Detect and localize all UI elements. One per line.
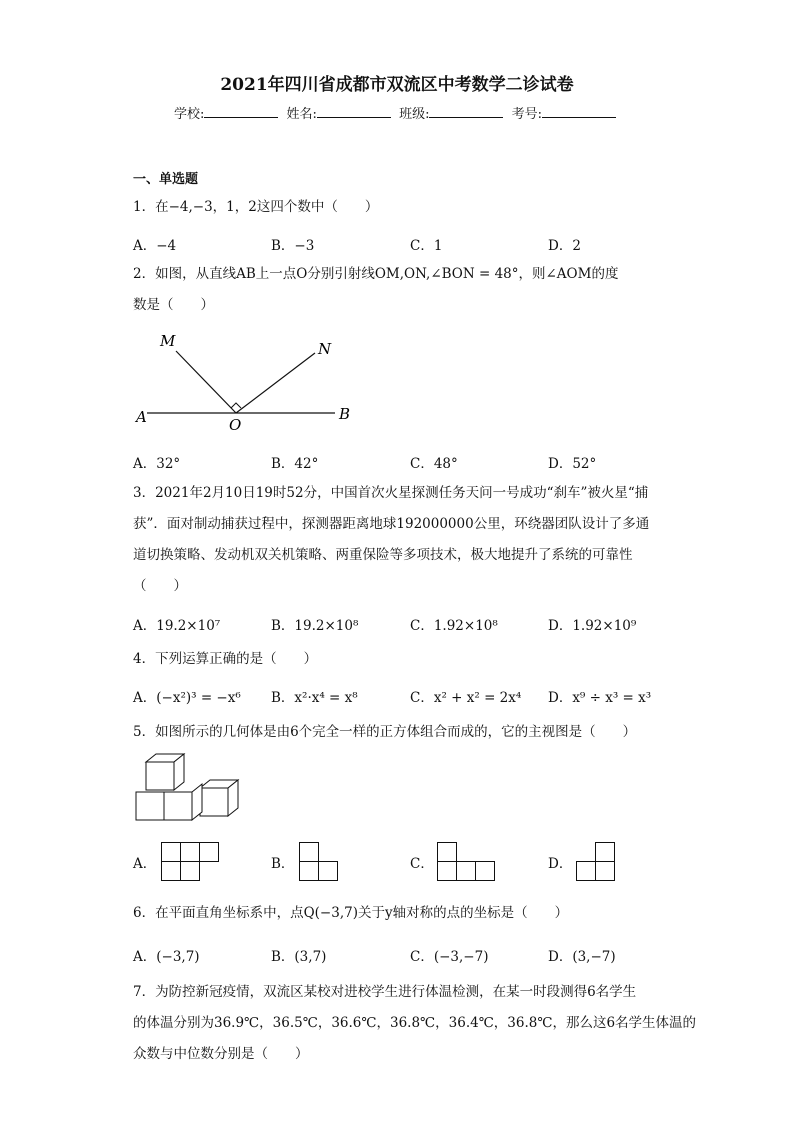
q5-option-c-view [437, 842, 497, 882]
q4-option-d: D．x⁹ ÷ x³ = x³ [548, 690, 652, 706]
q1-option-b: B．−3 [271, 238, 315, 254]
q5-cube-solid-figure [134, 752, 244, 824]
class-label: 班级: [399, 107, 430, 122]
label-n: N [318, 340, 332, 358]
q5-option-d-view [576, 842, 616, 882]
school-blank [204, 105, 278, 118]
q4-option-c: C．x² + x² = 2x⁴ [410, 690, 522, 706]
section-title: 一、单选题 [133, 172, 199, 187]
q3-option-a: A．19.2×10⁷ [133, 618, 221, 634]
page-title: 2021年四川省成都市双流区中考数学二诊试卷 [220, 75, 574, 95]
q3-option-d: D．1.92×10⁹ [548, 618, 637, 634]
label-b: B [339, 405, 351, 423]
q4-option-b: B．x²·x⁴ = x⁸ [271, 690, 358, 706]
q5-option-a-view [161, 842, 221, 882]
question-3-line-2: 获”．面对制动捕获过程中，探测器距离地球192000000公里，环绕器团队设计了多通 [133, 516, 650, 532]
question-3-line-3: 道切换策略、发动机双关机策略、两重保险等多项技术，极大地提升了系统的可靠性 [133, 547, 633, 563]
q4-option-a: A．(−x²)³ = −x⁶ [133, 690, 241, 706]
q2-option-c: C．48° [410, 456, 458, 472]
question-7-line-3: 众数与中位数分别是（ ） [133, 1046, 309, 1062]
q5-option-a: A． [133, 856, 157, 872]
q6-option-d: D．(3,−7) [548, 949, 616, 965]
question-7-line-1: 7．为防控新冠疫情，双流区某校对进校学生进行体温检测，在某一时段测得6名学生 [133, 984, 637, 1000]
q1-option-a: A．−4 [133, 238, 177, 254]
question-1: 1．在−4,−3，1，2这四个数中（ ） [133, 199, 379, 215]
question-2-line-2: 数是（ ） [133, 297, 214, 313]
label-m: M [160, 332, 176, 350]
student-info-line [0, 103, 794, 122]
q6-option-c: C．(−3,−7) [410, 949, 489, 965]
q5-option-c: C． [410, 856, 434, 872]
class-blank [429, 105, 503, 118]
question-2-line-1: 2．如图，从直线AB上一点O分别引射线OM,ON,∠BON = 48°，则∠AOM的度 [133, 266, 619, 282]
exam-no-label: 考号: [511, 107, 542, 122]
question-6: 6．在平面直角坐标系中，点Q(−3,7)关于y轴对称的点的坐标是（ ） [133, 905, 569, 921]
q5-option-d: D． [548, 856, 573, 872]
name-blank [317, 105, 391, 118]
q2-angle-figure [130, 330, 360, 435]
question-5: 5．如图所示的几何体是由6个完全一样的正方体组合而成的，它的主视图是（ ） [133, 724, 637, 740]
q2-option-a: A．32° [133, 456, 181, 472]
q6-option-b: B．(3,7) [271, 949, 327, 965]
label-a: A [136, 408, 147, 426]
question-3-line-4: （ ） [133, 578, 187, 594]
school-label: 学校: [174, 107, 205, 122]
q5-option-b: B． [271, 856, 295, 872]
q2-option-d: D．52° [548, 456, 597, 472]
q5-option-b-view [299, 842, 339, 882]
q2-option-b: B．42° [271, 456, 319, 472]
label-o: O [229, 416, 242, 434]
question-3-line-1: 3．2021年2月10日19时52分，中国首次火星探测任务天问一号成功“刹车”被火星“捕 [133, 485, 649, 501]
q1-option-d: D．2 [548, 238, 581, 254]
q3-option-b: B．19.2×10⁸ [271, 618, 359, 634]
question-7-line-2: 的体温分别为36.9℃，36.5℃，36.6℃，36.8℃，36.4℃，36.8℃，那么这6名学生体温的 [133, 1015, 697, 1031]
name-label: 姓名: [286, 107, 317, 122]
exam-no-blank [542, 105, 616, 118]
q1-option-c: C．1 [410, 238, 443, 254]
q3-option-c: C．1.92×10⁸ [410, 618, 498, 634]
question-4: 4．下列运算正确的是（ ） [133, 651, 318, 667]
q6-option-a: A．(−3,7) [133, 949, 200, 965]
